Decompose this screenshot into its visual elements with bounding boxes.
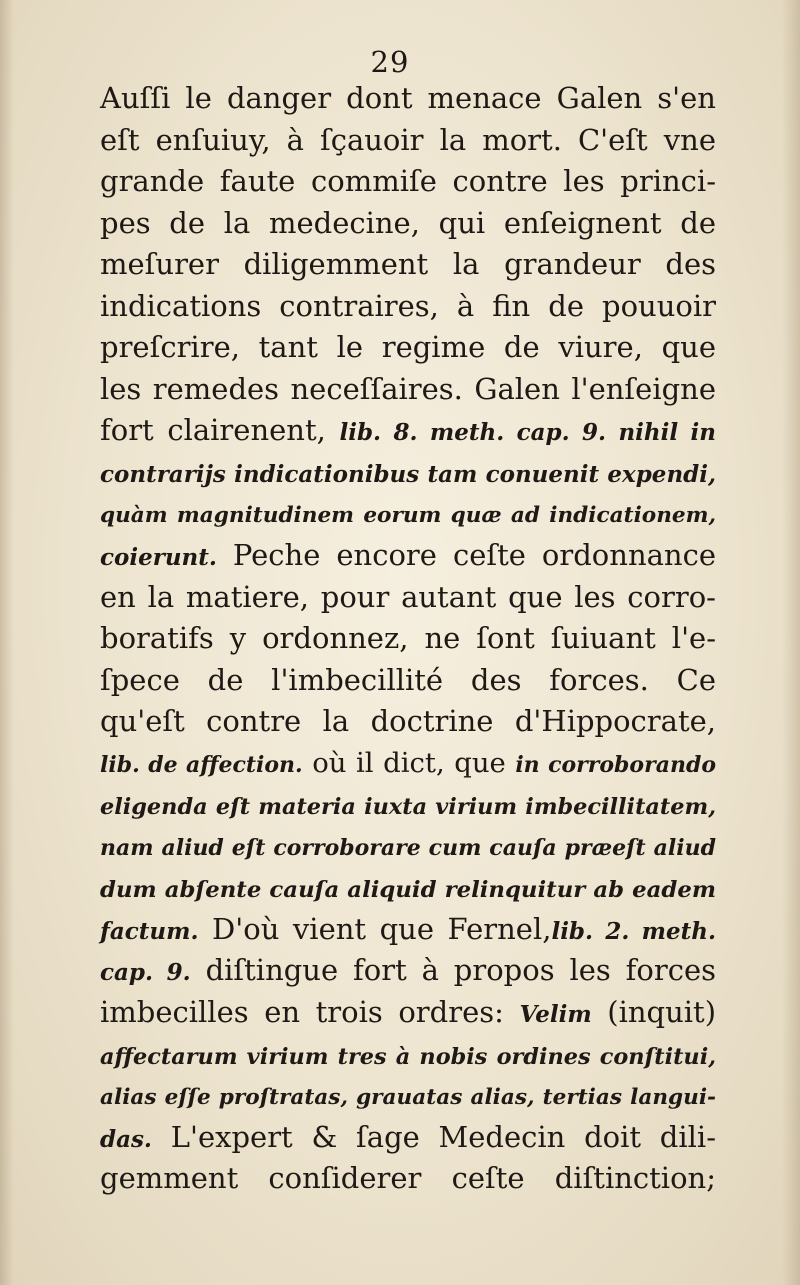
italic-text-run: in corroborando [515,751,716,778]
text-line [100,286,716,328]
text-line [100,867,716,909]
body-text [100,78,716,1200]
text-line [100,618,716,660]
text-run: (inquit) [591,995,717,1030]
text-line [100,327,716,369]
text-run: D'où vient que Fernel, [198,911,552,946]
text-run: boratifs y ordonnez, ne ſont ſuiuant l'e- [100,621,716,656]
text-line [100,701,716,743]
text-line [100,1075,716,1117]
italic-text-run: coierunt. [100,544,217,572]
italic-text-run: eligenda eſt materia iuxta virium imbecillitatem, [100,794,716,821]
page-number: 29 [370,45,410,79]
text-line [100,535,716,577]
page-edge-shadow-right [782,0,800,1285]
text-run: Auſſi le danger dont menace Galen s'en [100,81,716,115]
italic-text-run: factum. [100,917,199,945]
italic-text-run: cap. 9. [100,959,191,987]
text-run: imbecilles en trois ordres: [100,995,520,1030]
text-line [100,660,716,702]
text-run: diſtingue fort à propos les forces [190,953,717,988]
italic-text-run: Velim [519,1001,592,1029]
italic-text-run: alias eſſe proſtratas, grauatas alias, tertias langui- [100,1085,716,1111]
text-line [100,743,716,785]
italic-text-run: affectarum virium tres à nobis ordines conſtitui, [100,1043,716,1070]
text-run: pes de la medecine, qui enſeignent de [100,205,716,240]
text-line [100,493,716,535]
text-line [100,78,716,120]
text-line [100,950,716,992]
italic-text-run: nam aliud eſt corroborare cum cauſa præeſt aliud [100,834,716,861]
text-line [100,1117,716,1159]
text-line [100,577,716,619]
text-run: L'expert & ſage Medecin doit dili- [151,1119,716,1154]
text-line [100,369,716,411]
text-line [100,452,716,494]
text-line [100,826,716,868]
text-run: grande faute commiſe contre les princi- [100,164,716,199]
text-run: en la matiere, pour autant que les corro- [100,579,716,614]
text-line [100,992,716,1034]
text-run: ſpece de l'imbecillité des forces. Ce [100,662,716,697]
text-run: les remedes neceſſaires. Galen l'enſeigne [100,371,716,406]
text-line [100,120,716,162]
text-run: gemment conſiderer ceſte diſtinction; [100,1161,716,1196]
italic-text-run: lib. 8. meth. cap. 9. nihil in [339,419,716,447]
text-line [100,784,716,826]
text-run: indications contraires, à fin de pouuoir [100,288,716,323]
text-run: Peche encore ceſte ordonnance [216,538,716,573]
italic-text-run: lib. de affection. [100,751,303,778]
text-line [100,244,716,286]
text-run: eſt enſuiuy, à ſçauoir la mort. C'eſt vne [100,122,716,157]
text-line [100,909,716,951]
text-run: où il dict, que [302,746,516,779]
text-line [100,1034,716,1076]
italic-text-run: contrarijs indicationibus tam conuenit expendi, [100,460,716,488]
text-run: preſcrire, tant le regime de viure, que [100,330,716,365]
text-run: meſurer diligemment la grandeur des [100,247,716,282]
text-line [100,410,716,452]
text-run: fort clairenent, [100,413,340,448]
italic-text-run: lib. 2. meth. [551,917,716,945]
italic-text-run: quàm magnitudinem eorum quæ ad indicationem, [100,503,716,529]
italic-text-run: das. [100,1125,152,1153]
italic-text-run: dum abſente cauſa aliquid relinquitur ab eadem [100,877,716,904]
text-run: qu'eſt contre la doctrine d'Hippocrate, [100,704,716,739]
text-line [100,1158,716,1200]
text-line [100,161,716,203]
text-line [100,203,716,245]
page-edge-shadow-left [0,0,14,1285]
